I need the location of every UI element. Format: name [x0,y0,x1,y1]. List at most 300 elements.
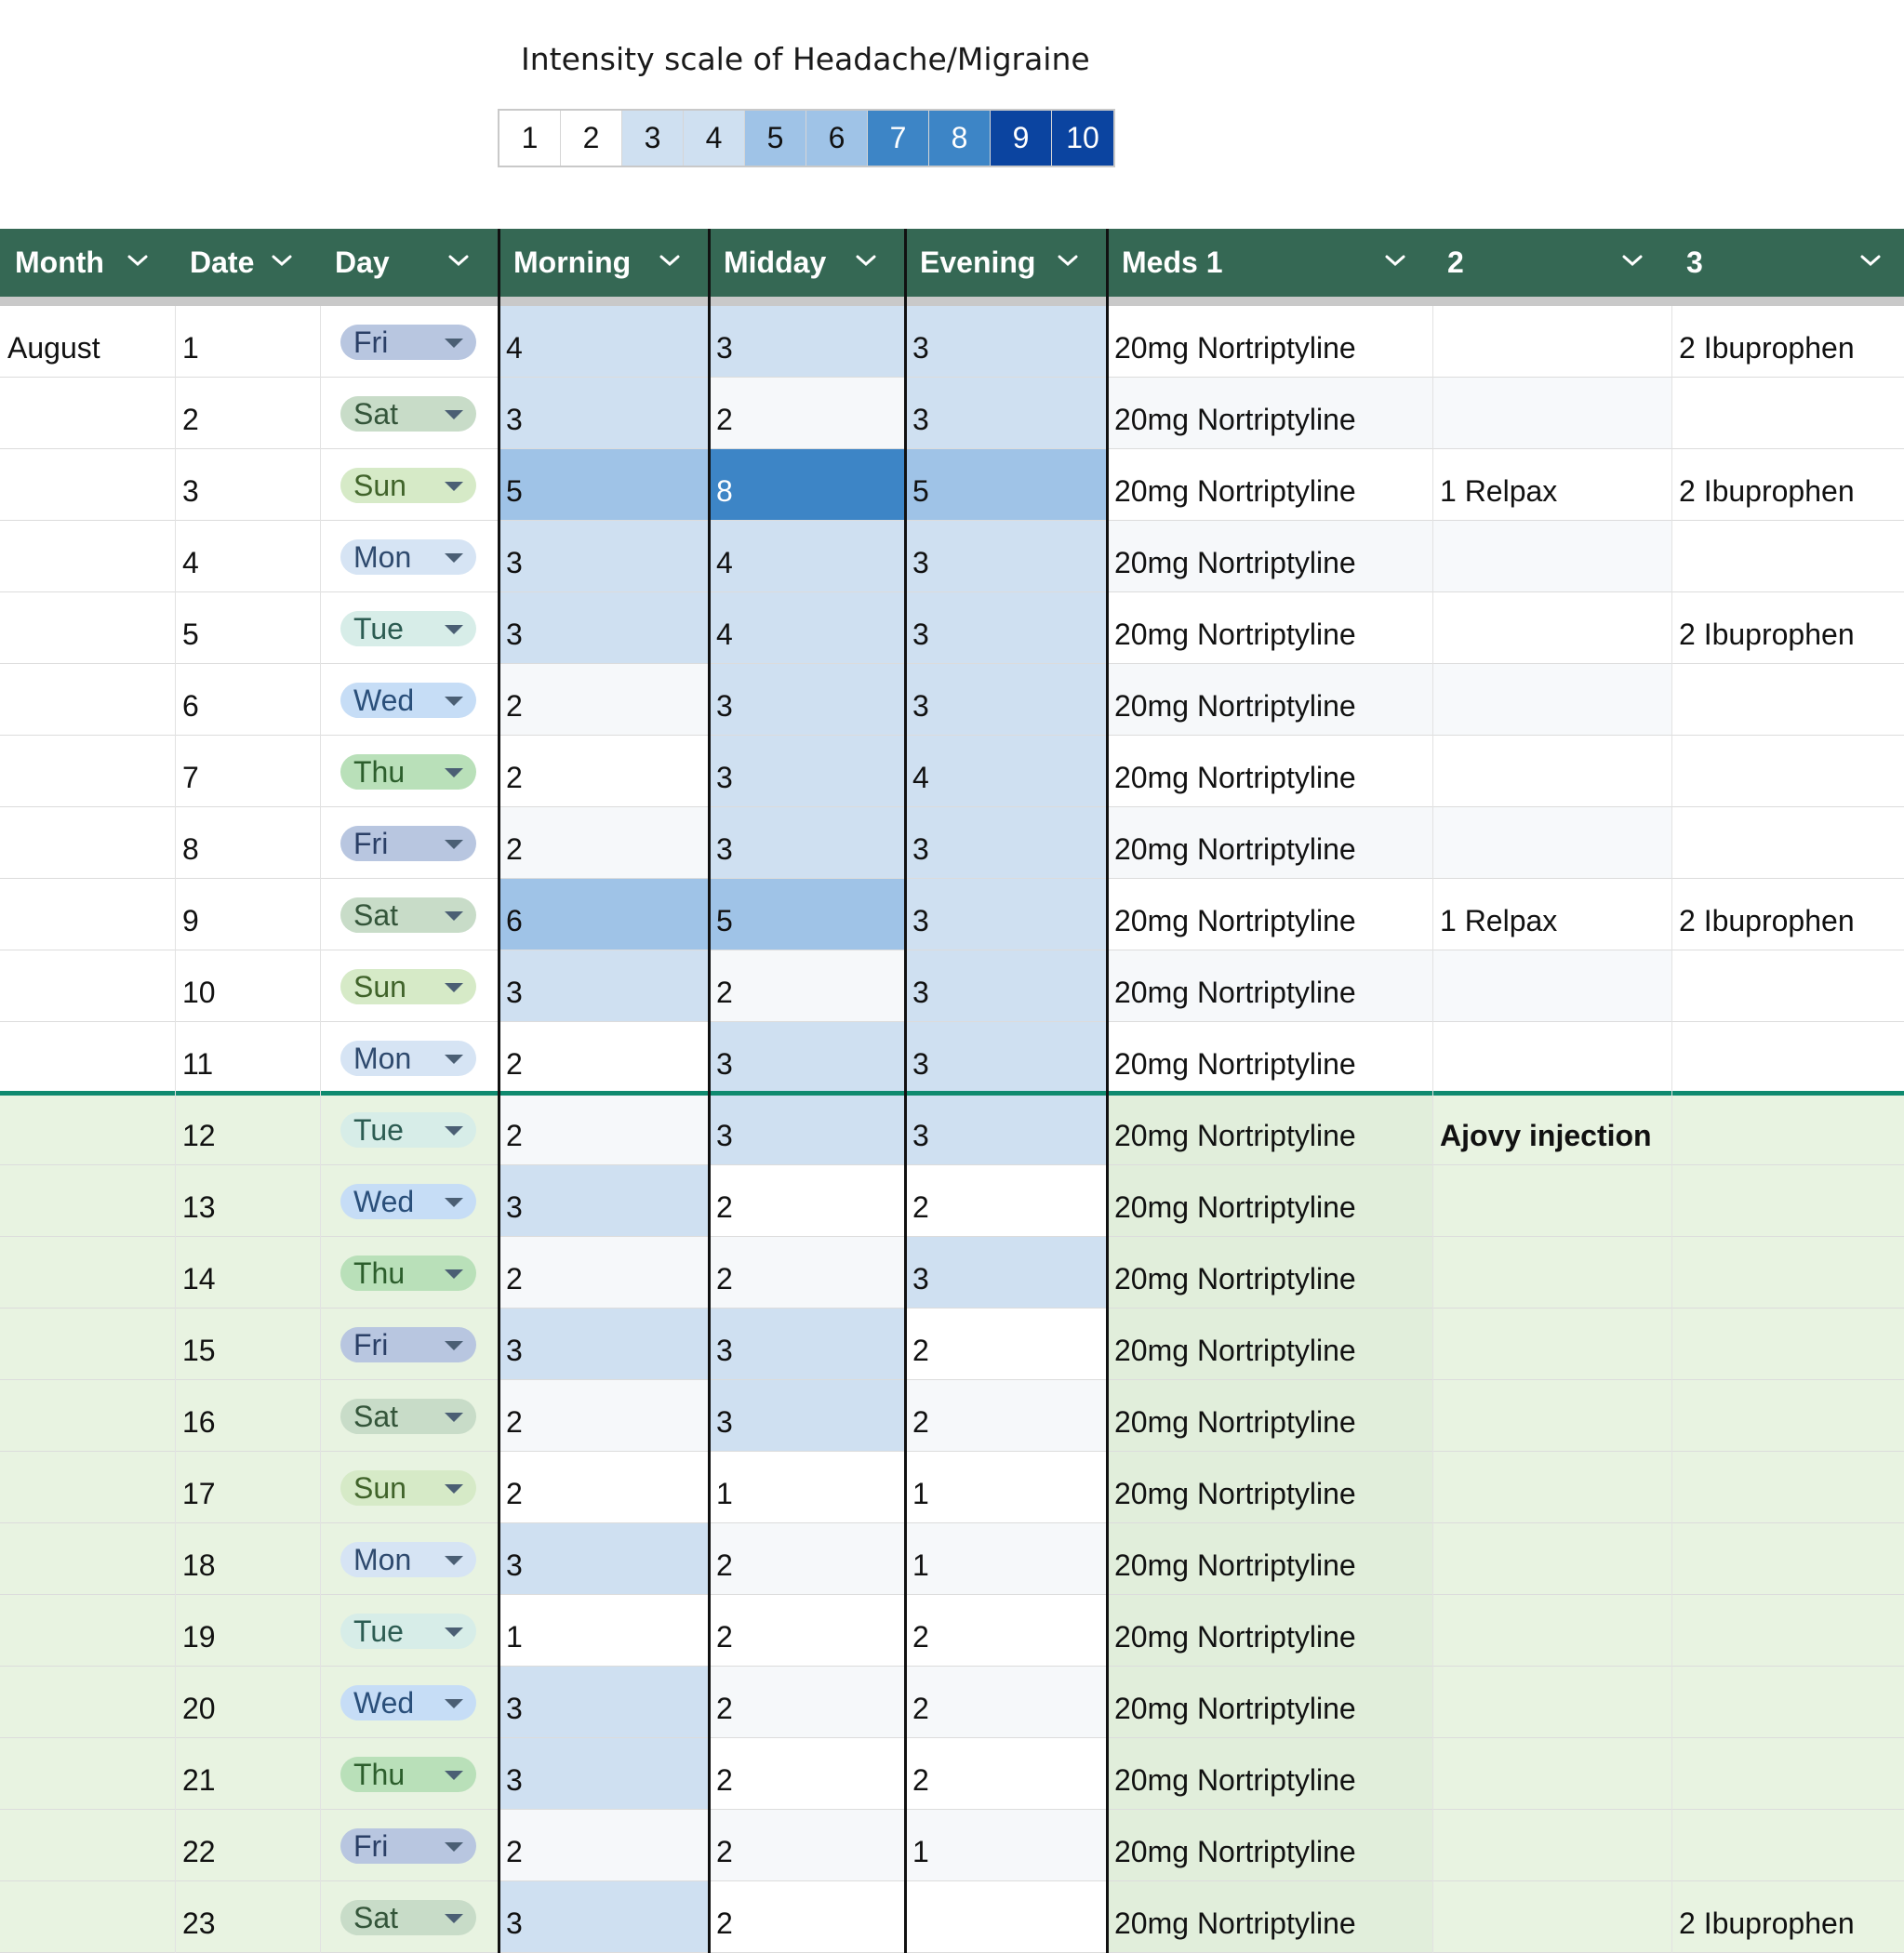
cell-midday[interactable] [709,664,905,736]
cell-date[interactable] [175,1881,320,1953]
cell-day[interactable] [320,1165,499,1237]
cell-meds-3[interactable] [1671,378,1904,449]
date-value: 6 [182,689,199,723]
cell-meds-1[interactable] [1107,1595,1432,1667]
cell-meds-1[interactable] [1107,521,1432,592]
cell-month[interactable] [0,1237,175,1309]
chevron-down-icon[interactable] [271,253,293,268]
header-label: 2 [1447,246,1464,279]
cell-day[interactable] [320,950,499,1022]
cell-morning[interactable] [499,306,709,378]
cell-month[interactable] [0,950,175,1022]
cell-date[interactable] [175,1523,320,1595]
cell-day[interactable] [320,1237,499,1309]
cell-morning[interactable] [499,1094,709,1165]
cell-date[interactable] [175,736,320,807]
cell-month[interactable] [0,1022,175,1094]
cell-meds-3[interactable] [1671,950,1904,1022]
cell-date[interactable] [175,1022,320,1094]
cell-meds-3[interactable] [1671,1881,1904,1953]
day-dropdown-chip[interactable] [340,1685,476,1720]
cell-date[interactable] [175,378,320,449]
day-dropdown-chip[interactable] [340,539,476,575]
cell-meds-2[interactable] [1432,807,1671,879]
cell-evening[interactable] [905,1309,1107,1380]
cell-meds-3[interactable] [1671,306,1904,378]
freeze-divider[interactable] [0,1091,1904,1096]
cell-evening[interactable] [905,1523,1107,1595]
header-date[interactable] [175,229,320,297]
cell-date[interactable] [175,879,320,950]
day-dropdown-chip[interactable] [340,897,476,933]
cell-month[interactable] [0,879,175,950]
cell-meds-2[interactable] [1432,1452,1671,1523]
cell-date[interactable] [175,1452,320,1523]
cell-meds-1[interactable] [1107,1523,1432,1595]
scale-level-5: 5 [745,111,806,166]
cell-meds-1[interactable] [1107,1309,1432,1380]
cell-evening[interactable] [905,306,1107,378]
cell-month[interactable] [0,664,175,736]
midday-value: 3 [716,832,733,866]
cell-month[interactable] [0,1881,175,1953]
cell-meds-3[interactable] [1671,1309,1904,1380]
cell-morning[interactable] [499,1810,709,1881]
cell-month[interactable] [0,1309,175,1380]
cell-meds-1[interactable] [1107,1881,1432,1953]
dropdown-arrow-icon[interactable] [445,1628,463,1637]
cell-morning[interactable] [499,664,709,736]
cell-midday[interactable] [709,449,905,521]
cell-evening[interactable] [905,1881,1107,1953]
cell-day[interactable] [320,378,499,449]
cell-midday[interactable] [709,1380,905,1452]
cell-month[interactable] [0,736,175,807]
cell-morning[interactable] [499,1523,709,1595]
header-day[interactable] [320,229,499,297]
cell-meds-3[interactable] [1671,1523,1904,1595]
cell-midday[interactable] [709,1022,905,1094]
cell-meds-2[interactable] [1432,521,1671,592]
cell-midday[interactable] [709,378,905,449]
cell-meds-2[interactable] [1432,1595,1671,1667]
chevron-down-icon[interactable] [126,253,149,268]
cell-meds-1[interactable] [1107,1738,1432,1810]
cell-date[interactable] [175,449,320,521]
cell-morning[interactable] [499,378,709,449]
cell-midday[interactable] [709,306,905,378]
cell-evening[interactable] [905,521,1107,592]
chevron-down-icon[interactable] [1384,253,1406,268]
cell-meds-1[interactable] [1107,306,1432,378]
dropdown-arrow-icon[interactable] [445,840,463,849]
day-dropdown-chip[interactable] [340,325,476,360]
cell-midday[interactable] [709,1810,905,1881]
cell-meds-2[interactable] [1432,736,1671,807]
cell-meds-1[interactable] [1107,664,1432,736]
cell-midday[interactable] [709,1094,905,1165]
evening-value: 1 [912,1477,929,1510]
dropdown-arrow-icon[interactable] [445,1269,463,1279]
cell-meds-1[interactable] [1107,378,1432,449]
cell-day[interactable] [320,306,499,378]
cell-date[interactable] [175,1237,320,1309]
cell-month[interactable] [0,1165,175,1237]
cell-morning[interactable] [499,1022,709,1094]
cell-meds-3[interactable] [1671,1810,1904,1881]
cell-midday[interactable] [709,1165,905,1237]
cell-midday[interactable] [709,1667,905,1738]
cell-meds-1[interactable] [1107,592,1432,664]
cell-meds-2[interactable] [1432,1309,1671,1380]
cell-day[interactable] [320,1881,499,1953]
cell-midday[interactable] [709,950,905,1022]
cell-date[interactable] [175,664,320,736]
cell-month[interactable] [0,1810,175,1881]
cell-midday[interactable] [709,1452,905,1523]
dropdown-arrow-icon[interactable] [445,983,463,992]
meds-3-value: 2 Ibuprophen [1679,474,1855,508]
midday-value: 4 [716,546,733,579]
cell-morning[interactable] [499,592,709,664]
cell-meds-3[interactable] [1671,449,1904,521]
cell-morning[interactable] [499,1667,709,1738]
cell-month[interactable] [0,306,175,378]
cell-day[interactable] [320,1094,499,1165]
cell-month[interactable] [0,1380,175,1452]
date-value: 10 [182,976,216,1009]
date-value: 18 [182,1548,216,1582]
cell-month[interactable] [0,807,175,879]
cell-evening[interactable] [905,378,1107,449]
chevron-down-icon[interactable] [1859,253,1882,268]
cell-meds-1[interactable] [1107,1380,1432,1452]
cell-evening[interactable] [905,950,1107,1022]
day-dropdown-chip[interactable] [340,1828,476,1864]
chevron-down-icon[interactable] [855,253,877,268]
evening-value: 2 [912,1334,929,1367]
chevron-down-icon[interactable] [1621,253,1644,268]
meds-1-value: 20mg Nortriptyline [1114,1190,1356,1224]
cell-morning[interactable] [499,1452,709,1523]
cell-meds-1[interactable] [1107,736,1432,807]
cell-day[interactable] [320,879,499,950]
cell-morning[interactable] [499,1237,709,1309]
cell-meds-2[interactable] [1432,1165,1671,1237]
cell-meds-3[interactable] [1671,1022,1904,1094]
cell-meds-2[interactable] [1432,1094,1671,1165]
date-value: 13 [182,1190,216,1224]
morning-value: 5 [506,474,523,508]
cell-morning[interactable] [499,1309,709,1380]
cell-meds-3[interactable] [1671,1667,1904,1738]
cell-evening[interactable] [905,879,1107,950]
day-dropdown-chip[interactable] [340,683,476,718]
cell-meds-3[interactable] [1671,1094,1904,1165]
meds-3-value: 2 Ibuprophen [1679,1906,1855,1940]
cell-day[interactable] [320,1667,499,1738]
cell-meds-1[interactable] [1107,1022,1432,1094]
day-dropdown-chip[interactable] [340,969,476,1004]
day-dropdown-chip[interactable] [340,1256,476,1291]
cell-meds-2[interactable] [1432,1881,1671,1953]
cell-meds-3[interactable] [1671,1380,1904,1452]
cell-meds-2[interactable] [1432,592,1671,664]
cell-evening[interactable] [905,1452,1107,1523]
dropdown-arrow-icon[interactable] [445,911,463,921]
dropdown-arrow-icon[interactable] [445,482,463,491]
cell-date[interactable] [175,306,320,378]
cell-meds-1[interactable] [1107,807,1432,879]
cell-day[interactable] [320,1309,499,1380]
day-dropdown-chip[interactable] [340,1542,476,1577]
cell-date[interactable] [175,521,320,592]
cell-day[interactable] [320,1452,499,1523]
cell-month[interactable] [0,378,175,449]
cell-day[interactable] [320,664,499,736]
meds-1-value: 20mg Nortriptyline [1114,761,1356,794]
day-dropdown-chip[interactable] [340,1327,476,1362]
cell-midday[interactable] [709,521,905,592]
meds-1-value: 20mg Nortriptyline [1114,1763,1356,1797]
scale-level-4: 4 [684,111,745,166]
cell-meds-3[interactable] [1671,1237,1904,1309]
cell-meds-2[interactable] [1432,1022,1671,1094]
cell-morning[interactable] [499,1881,709,1953]
cell-midday[interactable] [709,1309,905,1380]
dropdown-arrow-icon[interactable] [445,553,463,563]
cell-meds-2[interactable] [1432,879,1671,950]
cell-meds-3[interactable] [1671,736,1904,807]
day-label: Fri [353,826,389,860]
cell-meds-3[interactable] [1671,521,1904,592]
cell-morning[interactable] [499,1165,709,1237]
cell-day[interactable] [320,1738,499,1810]
meds-1-value: 20mg Nortriptyline [1114,1477,1356,1510]
day-dropdown-chip[interactable] [340,1614,476,1649]
chevron-down-icon[interactable] [1057,253,1079,268]
date-value: 19 [182,1620,216,1654]
chevron-down-icon[interactable] [447,253,470,268]
dropdown-arrow-icon[interactable] [445,1413,463,1422]
cell-day[interactable] [320,807,499,879]
cell-date[interactable] [175,807,320,879]
cell-date[interactable] [175,1738,320,1810]
cell-meds-1[interactable] [1107,1094,1432,1165]
cell-morning[interactable] [499,807,709,879]
cell-midday[interactable] [709,1523,905,1595]
date-value: 9 [182,904,199,937]
cell-evening[interactable] [905,1738,1107,1810]
dropdown-arrow-icon[interactable] [445,1771,463,1780]
cell-day[interactable] [320,592,499,664]
cell-evening[interactable] [905,1667,1107,1738]
cell-meds-2[interactable] [1432,1738,1671,1810]
cell-meds-2[interactable] [1432,664,1671,736]
cell-evening[interactable] [905,1595,1107,1667]
day-dropdown-chip[interactable] [340,1757,476,1792]
cell-meds-1[interactable] [1107,1452,1432,1523]
chevron-down-icon[interactable] [659,253,681,268]
cell-morning[interactable] [499,449,709,521]
morning-value: 3 [506,618,523,651]
day-dropdown-chip[interactable] [340,1112,476,1148]
meds-1-value: 20mg Nortriptyline [1114,1262,1356,1295]
cell-meds-1[interactable] [1107,1667,1432,1738]
cell-day[interactable] [320,1523,499,1595]
cell-evening[interactable] [905,1810,1107,1881]
cell-meds-2[interactable] [1432,1667,1671,1738]
dropdown-arrow-icon[interactable] [445,1055,463,1064]
dropdown-arrow-icon[interactable] [445,410,463,419]
table-row [0,1523,1904,1595]
dropdown-arrow-icon[interactable] [445,1842,463,1852]
cell-meds-3[interactable] [1671,1165,1904,1237]
cell-date[interactable] [175,1667,320,1738]
cell-date[interactable] [175,950,320,1022]
cell-day[interactable] [320,736,499,807]
cell-meds-2[interactable] [1432,1810,1671,1881]
cell-date[interactable] [175,1380,320,1452]
cell-meds-2[interactable] [1432,1523,1671,1595]
cell-morning[interactable] [499,736,709,807]
cell-month[interactable] [0,592,175,664]
meds-1-value: 20mg Nortriptyline [1114,618,1356,651]
table-row [0,1452,1904,1523]
cell-meds-3[interactable] [1671,592,1904,664]
cell-date[interactable] [175,1094,320,1165]
cell-date[interactable] [175,1595,320,1667]
cell-month[interactable] [0,1094,175,1165]
cell-date[interactable] [175,1810,320,1881]
cell-evening[interactable] [905,1094,1107,1165]
cell-morning[interactable] [499,879,709,950]
cell-day[interactable] [320,1022,499,1094]
cell-month[interactable] [0,521,175,592]
column-divider [904,229,907,1953]
dropdown-arrow-icon[interactable] [445,1126,463,1136]
cell-day[interactable] [320,1595,499,1667]
meds-1-value: 20mg Nortriptyline [1114,1692,1356,1725]
cell-meds-1[interactable] [1107,1810,1432,1881]
cell-evening[interactable] [905,664,1107,736]
dropdown-arrow-icon[interactable] [445,1699,463,1708]
cell-date[interactable] [175,1309,320,1380]
cell-meds-1[interactable] [1107,449,1432,521]
cell-midday[interactable] [709,1595,905,1667]
dropdown-arrow-icon[interactable] [445,697,463,706]
cell-meds-2[interactable] [1432,1237,1671,1309]
dropdown-arrow-icon[interactable] [445,1484,463,1494]
midday-value: 8 [716,474,733,508]
day-label: Sat [353,1900,399,1934]
cell-meds-1[interactable] [1107,1237,1432,1309]
day-dropdown-chip[interactable] [340,754,476,790]
cell-day[interactable] [320,449,499,521]
dropdown-arrow-icon[interactable] [445,1341,463,1350]
cell-meds-1[interactable] [1107,950,1432,1022]
day-dropdown-chip[interactable] [340,1470,476,1506]
dropdown-arrow-icon[interactable] [445,339,463,348]
cell-date[interactable] [175,1165,320,1237]
cell-evening[interactable] [905,736,1107,807]
cell-month[interactable] [0,1452,175,1523]
cell-midday[interactable] [709,736,905,807]
cell-day[interactable] [320,521,499,592]
day-dropdown-chip[interactable] [340,1184,476,1219]
cell-meds-3[interactable] [1671,1738,1904,1810]
cell-midday[interactable] [709,807,905,879]
day-dropdown-chip[interactable] [340,1900,476,1935]
cell-midday[interactable] [709,1881,905,1953]
cell-meds-2[interactable] [1432,1380,1671,1452]
cell-meds-3[interactable] [1671,1452,1904,1523]
cell-morning[interactable] [499,1380,709,1452]
cell-month[interactable] [0,1738,175,1810]
cell-date[interactable] [175,592,320,664]
cell-meds-2[interactable] [1432,449,1671,521]
cell-morning[interactable] [499,1738,709,1810]
cell-evening[interactable] [905,592,1107,664]
table-row [0,664,1904,736]
cell-morning[interactable] [499,521,709,592]
morning-value: 3 [506,403,523,436]
cell-month[interactable] [0,449,175,521]
cell-meds-2[interactable] [1432,306,1671,378]
day-dropdown-chip[interactable] [340,611,476,646]
dropdown-arrow-icon[interactable] [445,1914,463,1923]
cell-month[interactable] [0,1595,175,1667]
day-label: Wed [353,1184,415,1218]
day-dropdown-chip[interactable] [340,468,476,503]
cell-evening[interactable] [905,807,1107,879]
cell-morning[interactable] [499,950,709,1022]
cell-day[interactable] [320,1380,499,1452]
cell-evening[interactable] [905,1165,1107,1237]
cell-meds-3[interactable] [1671,879,1904,950]
cell-month[interactable] [0,1523,175,1595]
cell-evening[interactable] [905,1022,1107,1094]
day-dropdown-chip[interactable] [340,396,476,432]
cell-meds-3[interactable] [1671,664,1904,736]
cell-day[interactable] [320,1810,499,1881]
cell-midday[interactable] [709,1237,905,1309]
cell-evening[interactable] [905,1380,1107,1452]
day-dropdown-chip[interactable] [340,826,476,861]
day-dropdown-chip[interactable] [340,1399,476,1434]
evening-value: 3 [912,331,929,365]
dropdown-arrow-icon[interactable] [445,625,463,634]
cell-midday[interactable] [709,879,905,950]
cell-morning[interactable] [499,1595,709,1667]
cell-meds-1[interactable] [1107,879,1432,950]
cell-meds-3[interactable] [1671,807,1904,879]
cell-month[interactable] [0,1667,175,1738]
dropdown-arrow-icon[interactable] [445,768,463,777]
meds-1-value: 20mg Nortriptyline [1114,689,1356,723]
cell-midday[interactable] [709,1738,905,1810]
dropdown-arrow-icon[interactable] [445,1198,463,1207]
day-dropdown-chip[interactable] [340,1041,476,1076]
cell-meds-2[interactable] [1432,378,1671,449]
cell-meds-3[interactable] [1671,1595,1904,1667]
cell-meds-1[interactable] [1107,1165,1432,1237]
cell-midday[interactable] [709,592,905,664]
cell-evening[interactable] [905,1237,1107,1309]
dropdown-arrow-icon[interactable] [445,1556,463,1565]
cell-meds-2[interactable] [1432,950,1671,1022]
cell-evening[interactable] [905,449,1107,521]
